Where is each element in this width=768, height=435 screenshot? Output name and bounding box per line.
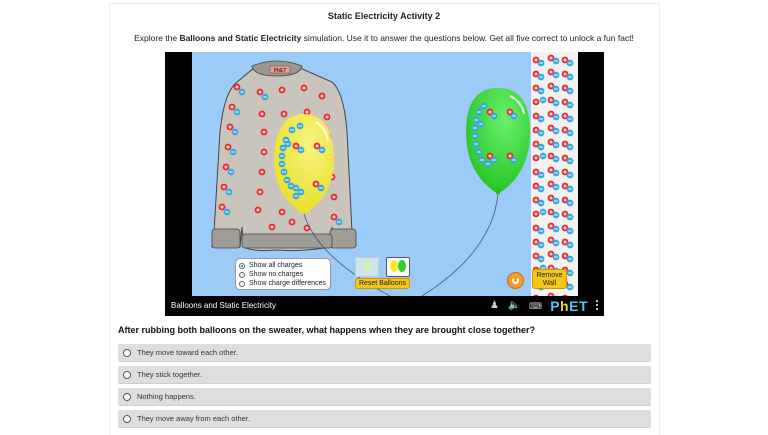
phet-logo[interactable]: PhET (550, 298, 588, 314)
charge-display-panel (235, 258, 331, 290)
reset-balloons-button[interactable]: Reset Balloons (355, 278, 410, 289)
answer-option-2[interactable]: They stick together. (118, 366, 651, 384)
wall[interactable] (531, 52, 578, 296)
single-balloon-icon (356, 258, 378, 276)
svg-text:PhET: PhET (273, 68, 287, 74)
show-no-charges-radio[interactable]: Show no charges (239, 270, 327, 279)
answer-option-3[interactable]: Nothing happens. (118, 388, 651, 406)
answer-option-4[interactable]: They move away from each other. (118, 410, 651, 428)
radio-icon[interactable] (239, 281, 245, 287)
sim-title: Balloons and Static Electricity (171, 301, 276, 310)
radio-icon[interactable] (123, 349, 131, 357)
two-balloons-toggle[interactable] (386, 257, 410, 277)
sound-icon[interactable]: 🔈 (508, 300, 521, 311)
reset-all-button[interactable] (507, 272, 524, 289)
two-balloons-icon (387, 258, 409, 276)
intro-text: Explore the Balloons and Static Electricity simulation. Use it to answer the questions below. Get all five correct to unlock a fun fact! (134, 33, 634, 43)
phet-menu-icon[interactable] (596, 300, 599, 312)
keyboard-icon[interactable]: ⌨ (529, 301, 542, 311)
question-text: After rubbing both balloons on the sweater, what happens when they are brought close together? (118, 325, 536, 335)
show-charge-differences-radio[interactable]: Show charge differences (239, 279, 327, 288)
page-title: Static Electricity Activity 2 (327, 11, 441, 21)
one-balloon-toggle[interactable] (355, 257, 379, 277)
phet-simulation[interactable] (165, 52, 604, 316)
radio-icon[interactable] (123, 415, 131, 423)
radio-selected-icon[interactable] (239, 263, 245, 269)
radio-icon[interactable] (123, 393, 131, 401)
sim-name-bold: Balloons and Static Electricity (179, 33, 302, 43)
answer-option-1[interactable]: They move toward each other. (118, 344, 651, 362)
radio-icon[interactable] (239, 272, 245, 278)
sim-play-area (192, 52, 578, 296)
show-all-charges-radio[interactable]: Show all charges (239, 261, 327, 270)
wall-charges-graphic (531, 52, 578, 296)
radio-icon[interactable] (123, 371, 131, 379)
answer-options (118, 344, 651, 432)
preferences-icon[interactable]: ♟ (490, 300, 499, 311)
remove-wall-button[interactable]: Remove Wall (532, 269, 567, 289)
sim-navigation-bar (165, 296, 604, 316)
